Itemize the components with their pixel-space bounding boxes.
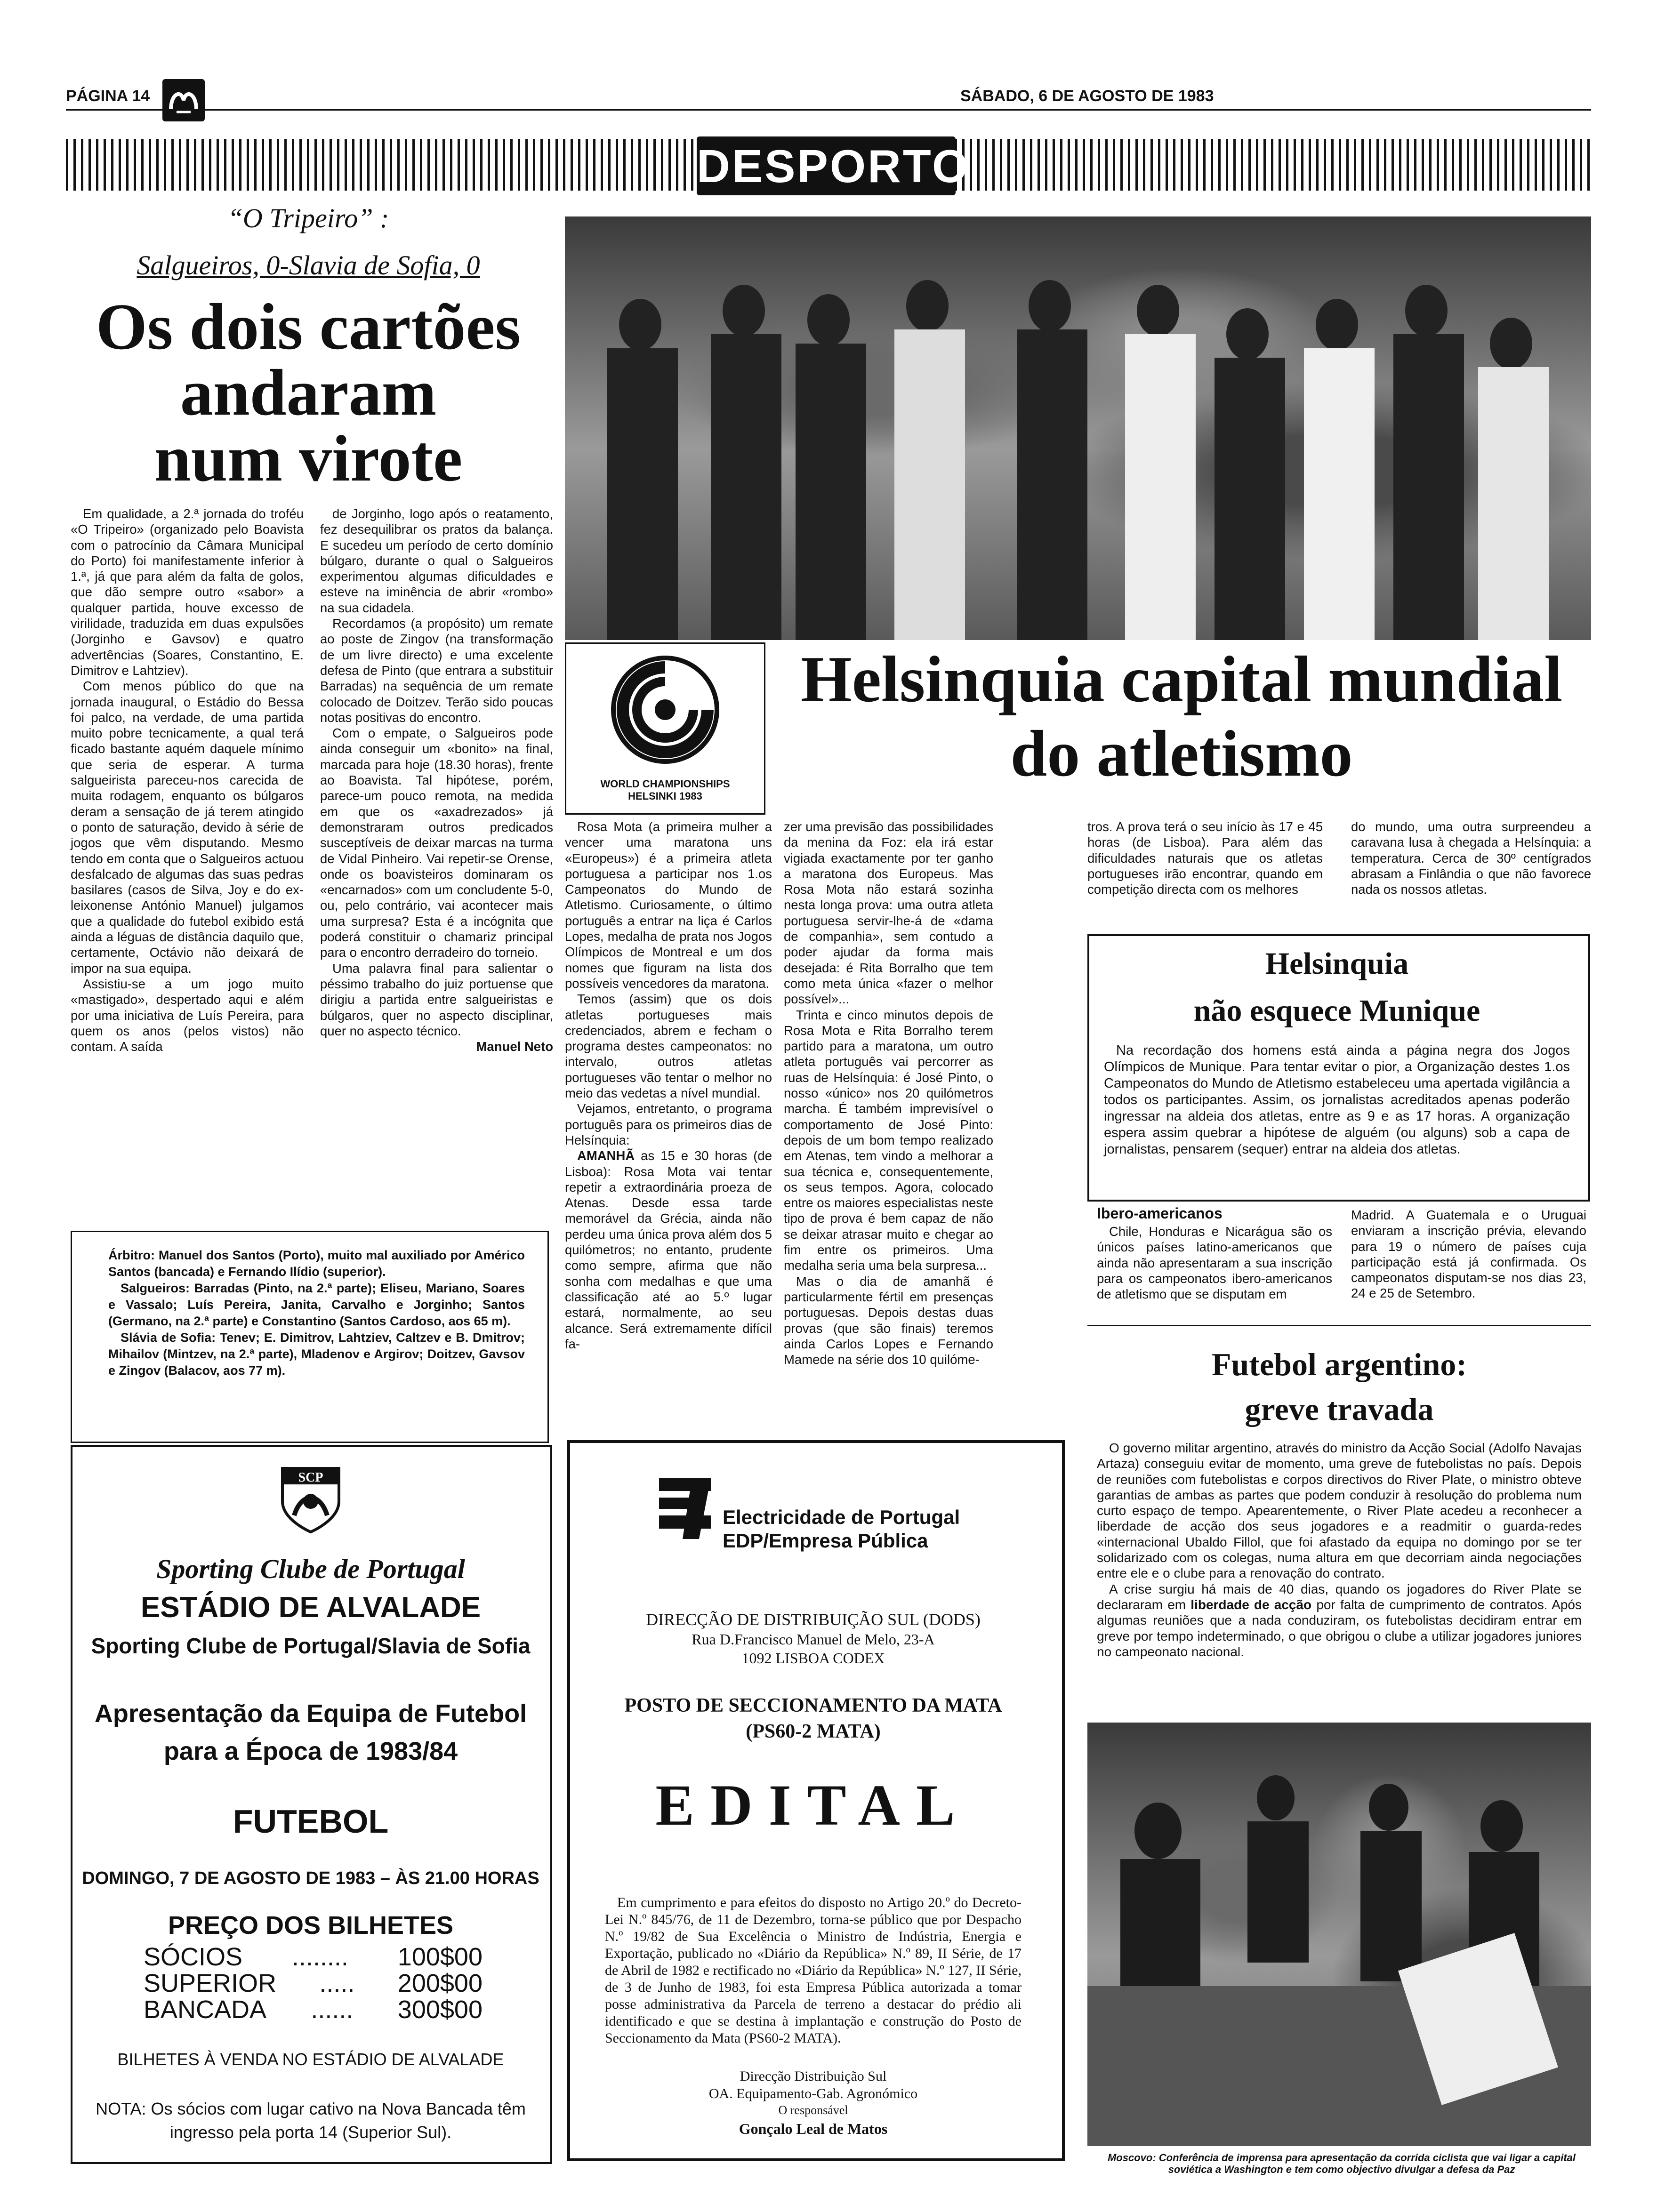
helsinki-logo-box	[565, 642, 765, 815]
paragraph: Vejamos, entretanto, o programa português para os primeiros dias de Helsínquia:	[565, 1101, 772, 1147]
sporting-prices-list	[144, 1944, 483, 2023]
paragraph: Uma palavra final para salientar o péssimo trabalho do juiz portuense que dirigiu a partida entre salgueiristas e búlgaros, quer no aspecto disciplinar, quer no aspecto técnico.	[320, 961, 553, 1038]
article2-title	[772, 642, 1591, 791]
article2-title-line: do atletismo	[1010, 717, 1353, 790]
article1-kicker: “O Tripeiro” :	[227, 203, 389, 233]
paragraph: Em qualidade, a 2.ª jornada do troféu «O Tripeiro» (organizado pelo Boavista com o patrocínio da Câmara Municipal do Porto) foi manifestamente inferior à 1.ª, já que para além da falta de golos, que dão sempre outro «sabor» a qualquer partida, houve excesso de virilidade, traduzida em duas expulsões (Jorginho e Gavsov) e quatro advertências (Soares, Constantino, E. Dimitrov e Lahtziev).	[71, 506, 304, 678]
price-row	[144, 1944, 483, 1970]
article1-subkicker: Salgueiros, 0-Slavia de Sofia, 0	[137, 250, 480, 281]
logo-caption: WORLD CHAMPIONSHIPS	[600, 778, 730, 790]
issue-date: SÁBADO, 6 DE AGOSTO DE 1983	[960, 87, 1214, 105]
edp-dept: DIRECÇÃO DE DISTRIBUIÇÃO SUL (DODS)	[646, 1610, 981, 1629]
argentina-title-1: Futebol argentino:	[1211, 1346, 1467, 1382]
price-value: 100$00	[397, 1943, 483, 1971]
article1-title-line: num virote	[154, 422, 463, 495]
section-title: DESPORTO	[697, 140, 970, 192]
newspaper-logo	[162, 79, 205, 121]
sporting-sale: BILHETES À VENDA NO ESTÁDIO DE ALVALADE	[117, 2050, 504, 2069]
edp-sign-2: OA. Equipamento-Gab. Agronómico	[708, 2086, 918, 2101]
edp-company-1: Electricidade de Portugal	[723, 1506, 960, 1528]
moscow-caption: Moscovo: Conferência de imprensa para apresentação da corrida ciclista que vai ligar a capital soviética a Washington e tem como objectivo divulgar a defesa da Paz	[1107, 2152, 1576, 2175]
edp-post-2: (PS60-2 MATA)	[746, 1721, 881, 1742]
sporting-note-1: NOTA: Os sócios com lugar cativo na Nova Bancada têm	[96, 2099, 526, 2118]
price-label: SUPERIOR	[144, 1969, 277, 1997]
price-label: BANCADA	[144, 1996, 267, 2024]
sporting-presentation-2: para a Época de 1983/84	[163, 1737, 458, 1765]
paragraph: Assistiu-se a um jogo muito «mastigado», despertado aqui e além por uma iniciativa de Luís Pereira, para quem os anos (pelos vistos) não contam. A saída	[71, 976, 304, 1054]
munich-title-1: Helsinquia	[1265, 946, 1409, 981]
price-dots: ........	[291, 1943, 348, 1971]
edp-address-1: Rua D.Francisco Manuel de Melo, 23-A	[692, 1631, 935, 1648]
ibero-heading: Ibero-americanos	[1097, 1205, 1223, 1222]
argentina-body	[1097, 1440, 1582, 1659]
paragraph: Madrid. A Guatemala e o Uruguai enviaram a inscrição prévia, elevando para 19 o número de países cuja participação está já confirmada. Os campeonatos disputam-se nos dias 23, 24 e 25 de Setembro.	[1351, 1208, 1586, 1301]
edp-body	[605, 1894, 1022, 2047]
edp-sign-name: Gonçalo Leal de Matos	[739, 2120, 888, 2137]
edp-post-1: POSTO DE SECCIONAMENTO DA MATA	[624, 1695, 1002, 1716]
paragraph: Temos (assim) que os dois atletas portugueses mais credenciados, abrem e fecham o programa destes campeonatos: no intervalo, outros atletas portugueses vão tentar o melhor no meio das vedetas a nível mundial.	[565, 992, 772, 1101]
masthead-rule	[66, 109, 1591, 111]
svg-text:SCP: SCP	[298, 1470, 323, 1485]
price-row	[144, 1996, 483, 2023]
lineup-text	[108, 1247, 525, 1379]
munich-title-2: não esquece Munique	[1193, 994, 1480, 1028]
paragraph: do mundo, uma outra surpreendeu a caravana lusa à chegada a Helsínquia: a temperatura. Cerca de 30º centígrados abrasam a Finlândia o que não favorece nada os nossos atletas.	[1351, 819, 1591, 897]
munich-body	[1104, 1042, 1570, 1158]
edp-sign-1: Direcção Distribuição Sul	[740, 2068, 887, 2084]
article1-author: Manuel Neto	[476, 1039, 553, 1054]
price-row	[144, 1970, 483, 1996]
page-number: PÁGINA 14	[66, 87, 150, 105]
price-value: 200$00	[397, 1969, 483, 1997]
sporting-crest-icon	[278, 1464, 344, 1534]
ibero-column-2	[1351, 1207, 1586, 1301]
edp-edital: EDITAL	[655, 1773, 971, 1837]
group-photo	[565, 216, 1591, 640]
text: por falta de cumprimento de contratos. Após algumas reuniões que a nada conduziram, os futebolistas decidiram entrar em greve por tempo indeterminado, o que obrigou o clube a utilizar jogadores juniores no campeonato nacional.	[1097, 1597, 1582, 1659]
argentina-title-2: greve travada	[1245, 1391, 1434, 1427]
paragraph: Na recordação dos homens está ainda a página negra dos Jogos Olímpicos de Munique. Para tentar evitar o pior, a Organização destes 1.os Campeonatos do Mundo de Atletismo estabeleceu uma apertada vigilância a todos os participantes. Assim, os jornalistas acreditados apenas poderão ingressar na aldeia dos atletas, entre as 9 e as 17 horas. A organização espera assim quebrar a hipótese de alguém (ou alguns) sob a capa de jornalistas, pensarem (sequer) entrar na aldeia dos atletas.	[1104, 1043, 1570, 1157]
bold-text: liberdade de acção	[1190, 1597, 1312, 1612]
sporting-when: DOMINGO, 7 DE AGOSTO DE 1983 – ÀS 21.00 HORAS	[82, 1868, 539, 1888]
paragraph: tros. A prova terá o seu início às 17 e 45 horas (de Lisboa). Para além das dificuldades naturais que os atletas portugueses irão encontrar, quando em competição directa com os melhores	[1087, 819, 1323, 897]
paragraph: Recordamos (a propósito) um remate ao poste de Zingov (na transformação de um livre directo) e uma excelente defesa de Pinto (que entrara a substituir Barradas) na sequência de um remate colocado de Doitzev. Terão sido poucas notas positivas do encontro.	[320, 616, 553, 725]
article2-column-2	[784, 819, 993, 1367]
paragraph: Com menos público do que na jornada inaugural, o Estádio do Bessa foi palco, na verdade, de uma partida muito pobre tecnicamente, a qual terá ficado bastante aquém daquele mínimo que seria de esperar. A turma salgueirista pareceu-nos carecida de muita rodagem, enquanto os búlgaros deram a sensação de já terem atingido o ponto de saturação, devido à série de jogos que vêm disputando. Mesmo tendo em conta que o Salgueiros actuou desfalcado de algumas das suas pedras basilares (casos de Silva, Joy e do ex-leixonense António Manuel) julgamos que a qualidade do futebol exibido está ainda a léguas de distância daquilo que, certamente, Octávio não deixará de impor na sua equipa.	[71, 679, 304, 976]
paragraph	[1097, 1581, 1582, 1659]
sporting-presentation-1: Apresentação da Equipa de Futebol	[94, 1699, 527, 1728]
argentina-top-rule	[1087, 1325, 1591, 1326]
paragraph: O governo militar argentino, através do ministro da Acção Social (Adolfo Navajas Artaza) conseguiu evitar de momento, uma greve de futebolistas no país. Depois de reuniões com futebolistas e corpos directivos do River Plate, o ministro obteve garantias de ambas as partes que podem conduzir à resolução do problema num curto espaço de tempo. Apearentemente, o River Plate acedeu a reconhecer a liberdade de acção dos seus jogadores e a readmitir o guarda-redes «internacional Ubaldo Fillol, que foi afastado da equipa no domingo por se ter solidarizado com os colegas, numa altura em que decorriam ainda negociações entre ele e o clube para a renovação do contrato.	[1097, 1441, 1582, 1581]
ibero-column-1	[1097, 1224, 1332, 1302]
lineup-referee: Árbitro: Manuel dos Santos (Porto), muito mal auxiliado por Américo Santos (bancada) e Fernando Ilídio (superior).	[108, 1248, 525, 1279]
paragraph: Rosa Mota (a primeira mulher a vencer uma maratona uns «Europeus») é a primeira atleta portuguesa a participar nos 1.os Campeonatos do Mundo de Atletismo. Curiosamente, o último português a entrar na liça é Carlos Lopes, medalha de prata nos Jogos Olímpicos de Montreal e um dos nomes que figuram na lista dos possíveis vencedores da maratona.	[565, 819, 772, 991]
price-dots: .....	[319, 1969, 355, 1997]
paragraph: Mas o dia de amanhã é particularmente fértil em presenças portuguesas. Depois destas duas provas (que são finais) teremos ainda Carlos Lopes e Fernando Mamede na série dos 10 quilóme-	[784, 1274, 993, 1367]
article1-title-line: andaram	[180, 356, 437, 429]
edp-logo-icon	[654, 1473, 716, 1544]
paragraph	[565, 1148, 772, 1352]
paragraph: Em cumprimento e para efeitos do disposto no Artigo 20.º do Decreto-Lei N.º 845/76, de 11 de Dezembro, torna-se público que por Despacho N.º 19/82 de Sua Excelência o Ministro de Indústria, Energia e Exportação, publicado no «Diário da República» N.º 89, II Série, de 17 de Abril de 1982 e rectificado no «Diário da República» N.º 127, II Série, de 3 de Junho de 1983, foi esta Empresa Pública autorizada a tomar posse administrativa da Parcela de terreno a destacar do prédio ali identificado e que se destina à implantação e construção do Posto de Seccionamento da Mata (PS60-2 MATA).	[605, 1895, 1022, 2046]
lead-text: as 15 e 30 horas (de Lisboa): Rosa Mota vai tentar repetir a extraordinária proeza de Atenas. Desde essa tarde memorável da Grécia, ainda não perdeu uma única prova além dos 5 quilómetros; no entanto, prudente como sempre, afirma que não sonha com medalhas e que uma classificação até ao 5.º lugar estará, normalmente, ao seu alcance. Será extremamente difícil fa-	[565, 1148, 772, 1351]
sporting-stadium: ESTÁDIO DE ALVALADE	[140, 1591, 481, 1624]
sporting-sport: FUTEBOL	[233, 1803, 389, 1840]
sporting-script-title: Sporting Clube de Portugal	[156, 1554, 465, 1584]
edp-company-2: EDP/Empresa Pública	[723, 1530, 928, 1552]
paragraph: Chile, Honduras e Nicarágua são os únicos países latino-americanos que ainda não apresentaram a sua inscrição para os campeonatos ibero-americanos de atletismo que se disputam em	[1097, 1224, 1332, 1302]
article1-title	[66, 290, 551, 495]
sporting-note-2: ingresso pela porta 14 (Superior Sul).	[169, 2123, 452, 2142]
article2-column-4	[1351, 819, 1591, 897]
paragraph: Com o empate, o Salgueiros pode ainda conseguir um «bonito» na final, marcada para hoje (18.30 horas), frente ao Boavista. Tal hipótese, porém, parece-um pouco remota, na medida em que os «axadrezados» já demonstraram outros predicados susceptíveis de deixar marcas na turma de Vidal Pinheiro. Vai repetir-se Orense, onde os boavisteiros dominaram os «encarnados» com um concludente 5-0, ou, pelo contrário, vai acontecer mais uma surpresa? Esta é a incógnita que poderá constituir o chamariz principal para o encontro derradeiro do torneio.	[320, 726, 553, 960]
price-label: SÓCIOS	[144, 1943, 243, 1971]
sporting-prices-title: PREÇO DOS BILHETES	[168, 1911, 454, 1940]
lead-word: AMANHÃ	[577, 1148, 635, 1163]
helsinki-championship-logo-icon	[566, 644, 764, 776]
price-dots: ......	[311, 1996, 354, 2024]
article1-column-1	[71, 506, 304, 1054]
paragraph: de Jorginho, logo após o reatamento, fez desequilibrar os pratos da balança. E sucedeu um período de certo domínio búlgaro, durante o qual o Salgueiros experimentou algumas dificuldades e esteve na iminência de abrir «rombo» na sua cidadela.	[320, 506, 553, 615]
edp-address-2: 1092 LISBOA CODEX	[741, 1650, 885, 1667]
sporting-match: Sporting Clube de Portugal/Slavia de Sofia	[91, 1634, 531, 1658]
paragraph: Trinta e cinco minutos depois de Rosa Mota e Rita Borralho terem partido para a maratona, um outro atleta português vai percorrer as ruas de Helsínquia: é José Pinto, o nosso «único» nos 20 quilómetros marcha. É também imprevisível o comportamento de José Pinto: depois de um bom tempo realizado em Atenas, tem vindo a melhorar a sua técnica e, consequentemente, os seus tempos. Agora, colocado entre os maiores especialistas neste tipo de prova é bem capaz de não se deixar atrasar muito e chegar ao fim entre os primeiros. Uma medalha seria uma bela surpresa...	[784, 1007, 993, 1273]
edp-sign-3: O responsável	[778, 2103, 848, 2117]
article1-title-line: Os dois cartões	[96, 290, 521, 363]
logo-caption: HELSINKI 1983	[628, 790, 702, 802]
text: A crise surgiu há mais de 40 dias, quando os jogadores do River Plate se declararam em	[1097, 1581, 1582, 1612]
price-value: 300$00	[397, 1996, 483, 2024]
paragraph: zer uma previsão das possibilidades da menina da Foz: ela irá estar vigiada exactamente por ter ganho a maratona dos Europeus. Mas Rosa Mota não estará sozinha nesta longa prova: uma outra atleta portuguesa servir-lhe-á de «dama de companhia», sem contudo a poder ajudar da forma mais desejada: é Rita Borralho que tem como meta única «fazer o melhor possível»...	[784, 819, 993, 1007]
article2-column-3	[1087, 819, 1323, 897]
article2-title-line: Helsinquia capital mundial	[800, 643, 1563, 716]
lineup-team: Salgueiros: Barradas (Pinto, na 2.ª parte); Eliseu, Mariano, Soares e Vassalo; Luís Pereira, Janita, Carvalho e Jorginho; Santos (Germano, na 2.ª parte) e Constantino (Santos Cardoso, aos 65 m).	[108, 1281, 525, 1328]
article1-column-2	[320, 506, 553, 1054]
moscow-press-photo	[1087, 1723, 1591, 2146]
lineup-team: Slávia de Sofia: Tenev; E. Dimitrov, Lahtziev, Caltzev e B. Dmitrov; Mihailov (Mintzev, na 2.ª parte), Mladenov e Argirov; Doitzev, Gavsov e Zingov (Balacov, aos 77 m).	[108, 1330, 525, 1378]
article2-column-1	[565, 819, 772, 1352]
